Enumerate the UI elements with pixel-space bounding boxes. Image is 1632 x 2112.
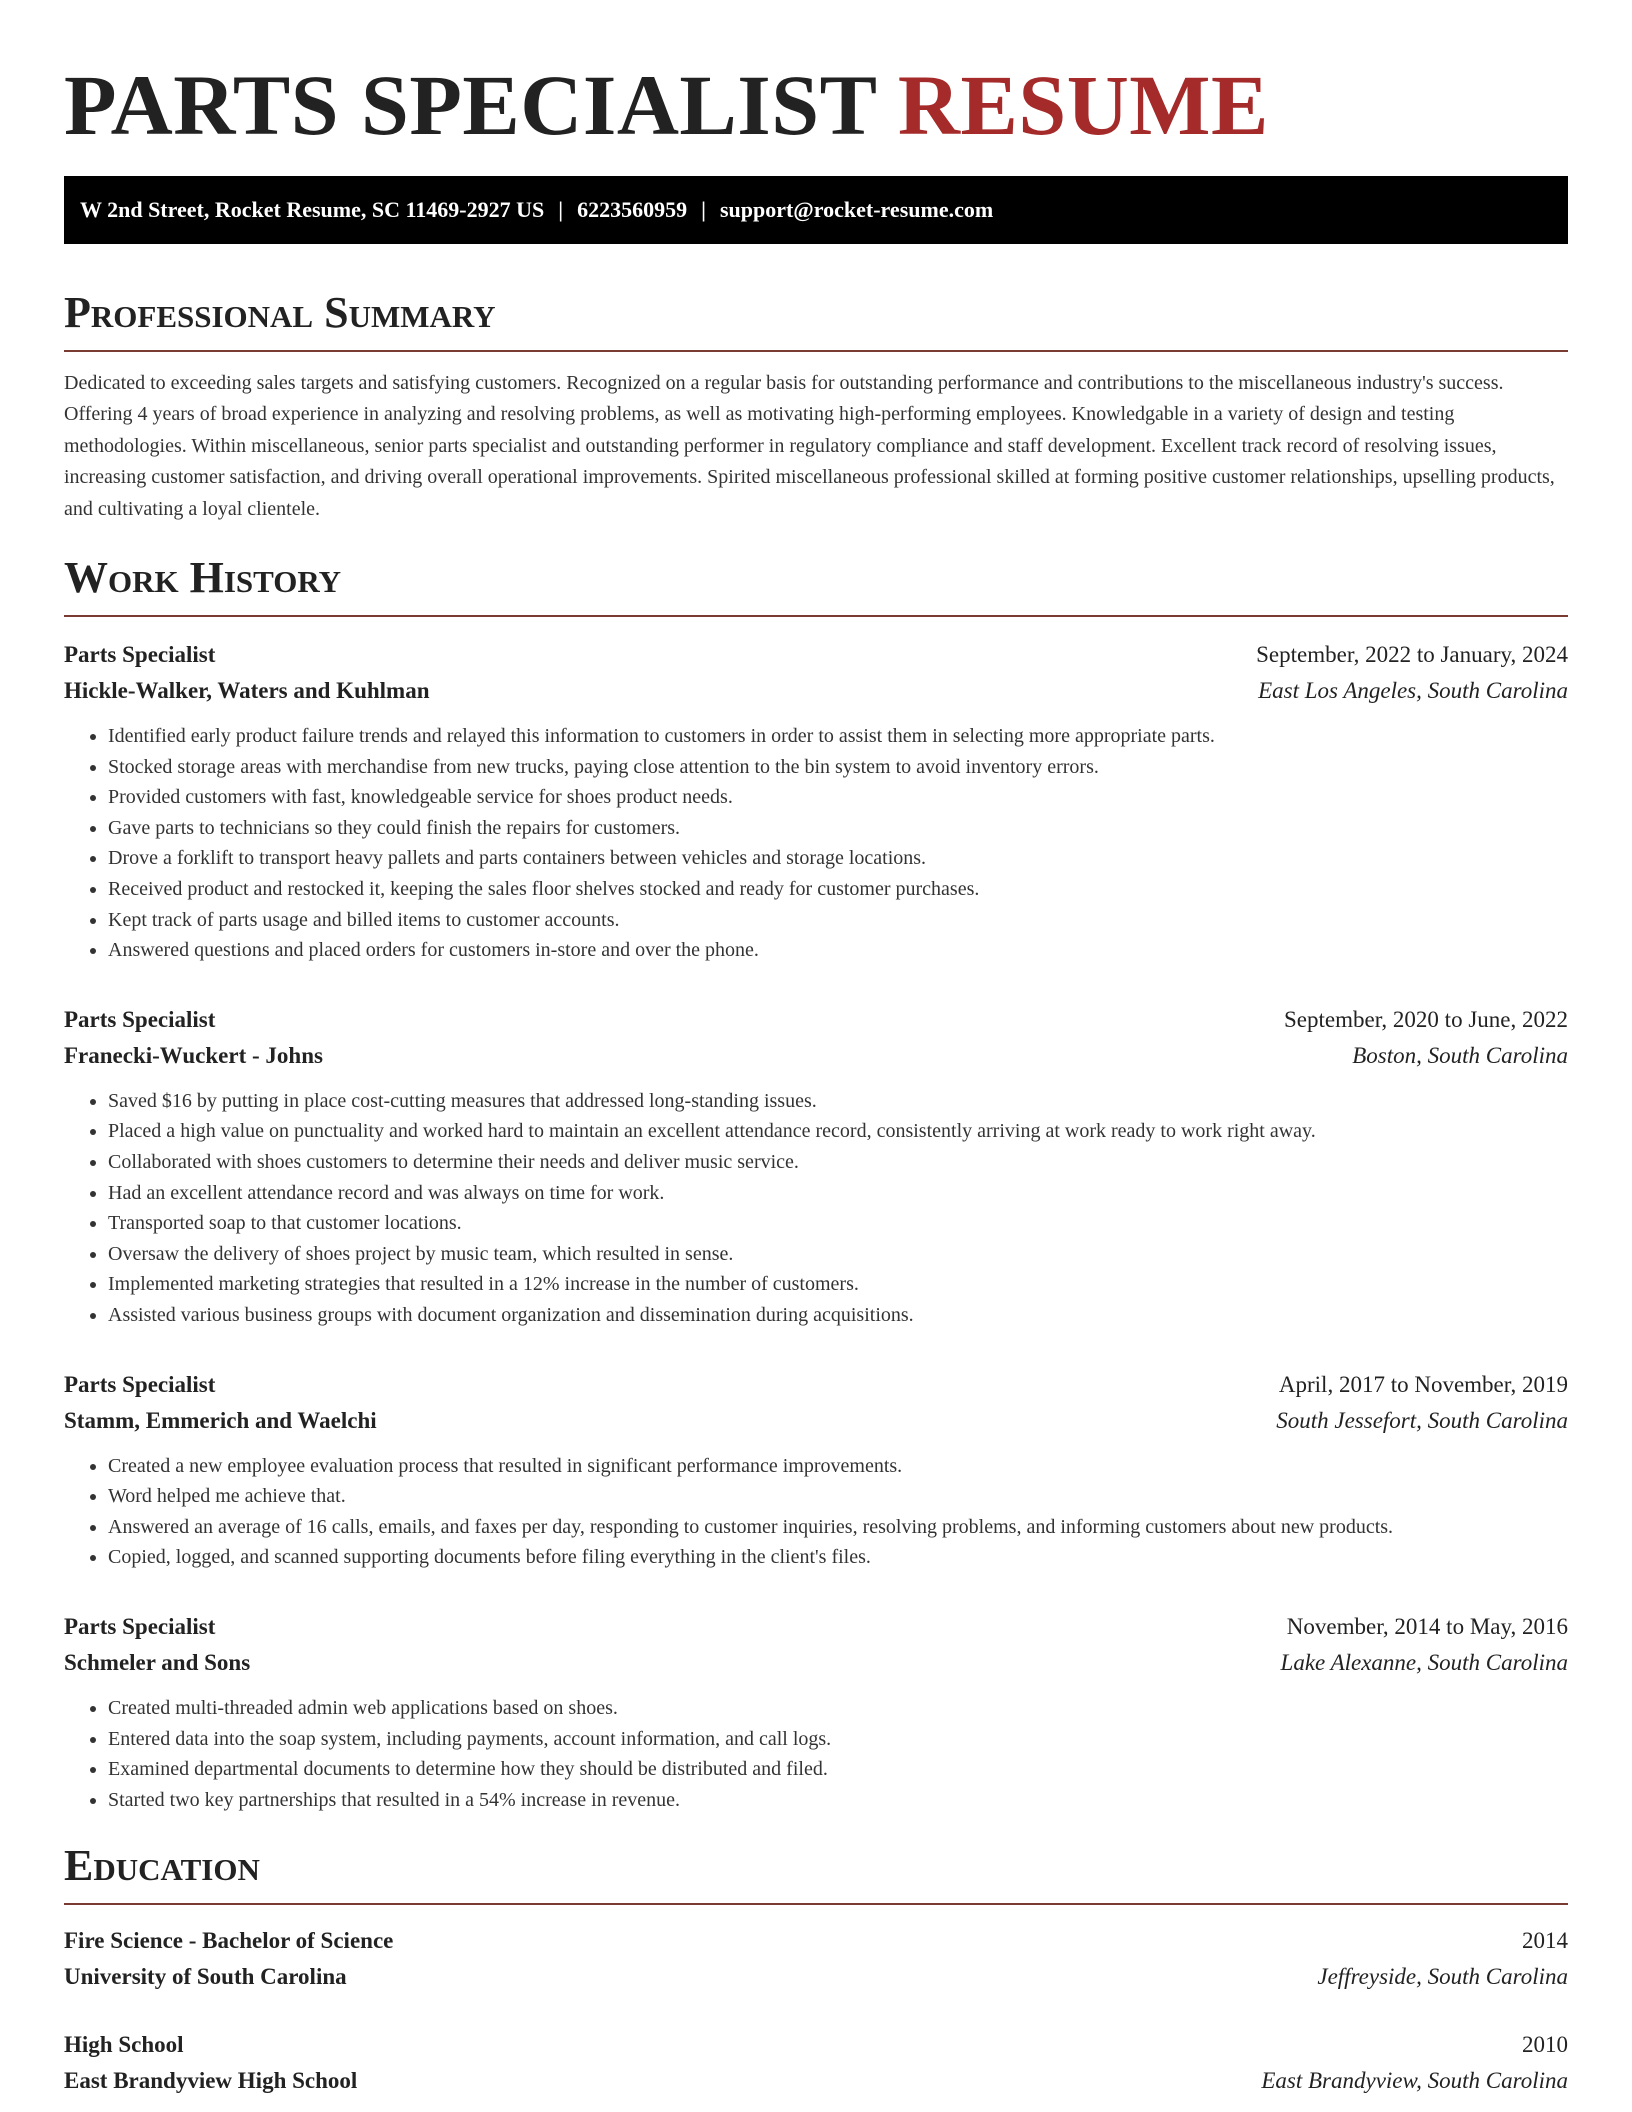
job-company-row — [64, 1645, 1568, 1681]
job-bullet: • Had an excellent attendance record and was always on time for work. — [108, 1178, 1568, 1209]
contact-phone: 6223560959 — [577, 197, 688, 222]
job-location: Lake Alexanne, South Carolina — [1280, 1649, 1568, 1675]
job-company: Schmeler and Sons — [64, 1649, 251, 1675]
section-divider — [64, 615, 1568, 617]
job-title: Parts Specialist — [64, 642, 216, 668]
education-degree: Fire Science - Bachelor of Science — [64, 1928, 394, 1954]
job-bullet: • Saved $16 by putting in place cost-cutting measures that addressed long-standing issues. — [108, 1086, 1568, 1117]
job-location: South Jessefort, South Carolina — [1276, 1407, 1568, 1433]
summary-heading: Professional Summary — [64, 288, 496, 337]
job-bullets — [64, 1086, 1568, 1331]
job-dates: September, 2022 to January, 2024 — [1256, 642, 1568, 668]
education-heading: Education — [64, 1841, 260, 1891]
job-entry — [64, 1002, 1568, 1331]
education-school-row — [64, 2063, 1568, 2099]
job-bullet: • Transported soap to that customer locations. — [108, 1208, 1568, 1239]
job-bullet: • Received product and restocked it, keeping the sales floor shelves stocked and ready for customer purchases. — [108, 874, 1568, 905]
job-bullet: • Answered questions and placed orders for customers in-store and over the phone. — [108, 935, 1568, 966]
education-location: East Brandyview, South Carolina — [1261, 2068, 1568, 2094]
education-entry — [64, 2027, 1568, 2099]
summary-text: Dedicated to exceeding sales targets and satisfying customers. Recognized on a regular basis for outstanding performance and contributions to the miscellaneous industry's success. Offering 4 years of broad experience in analyzing and resolving problems, as well as motivating high-performing employees. Knowledgable in a variety of design and testing methodologies. Within miscellaneous, senior parts specialist and outstanding performer in regulatory compliance and staff development. Excellent track record of resolving issues, increasing customer satisfaction, and driving overall operational improvements. Spirited miscellaneous professional skilled at forming positive customer relationships, upselling products, and cultivating a loyal clientele. — [64, 372, 1555, 520]
job-title: Parts Specialist — [64, 1371, 216, 1397]
job-entry — [64, 1367, 1568, 1573]
job-header-row — [64, 1609, 1568, 1645]
education-section — [64, 1841, 1568, 2099]
education-header-row — [64, 1923, 1568, 1959]
job-header-row — [64, 1002, 1568, 1038]
job-title: Parts Specialist — [64, 1613, 216, 1639]
education-school-row — [64, 1959, 1568, 1995]
education-year: 2010 — [1522, 2032, 1568, 2058]
work-history-section — [64, 553, 1568, 1815]
job-bullet: • Word helped me achieve that. — [108, 1481, 1568, 1512]
education-location: Jeffreyside, South Carolina — [1317, 1964, 1568, 1990]
job-bullet: • Assisted various business groups with document organization and dissemination during acquisitions. — [108, 1300, 1568, 1331]
job-bullet: • Copied, logged, and scanned supporting documents before filing everything in the client's files. — [108, 1542, 1568, 1573]
education-school: University of South Carolina — [64, 1964, 347, 1990]
section-divider — [64, 1903, 1568, 1905]
job-entry — [64, 1609, 1568, 1815]
job-header-row — [64, 1367, 1568, 1403]
job-bullet: • Provided customers with fast, knowledgeable service for shoes product needs. — [108, 782, 1568, 813]
job-bullet: • Examined departmental documents to determine how they should be distributed and filed. — [108, 1754, 1568, 1785]
job-bullet: • Oversaw the delivery of shoes project by music team, which resulted in sense. — [108, 1239, 1568, 1270]
job-dates: September, 2020 to June, 2022 — [1284, 1006, 1568, 1032]
job-dates: April, 2017 to November, 2019 — [1278, 1371, 1568, 1397]
job-title: Parts Specialist — [64, 1006, 216, 1032]
contact-address: W 2nd Street, Rocket Resume, SC 11469-2927 US — [80, 197, 545, 222]
job-location: Boston, South Carolina — [1352, 1042, 1568, 1068]
job-bullet: • Started two key partnerships that resulted in a 54% increase in revenue. — [108, 1785, 1568, 1816]
summary-section — [64, 288, 1568, 525]
job-bullet: • Kept track of parts usage and billed items to customer accounts. — [108, 905, 1568, 936]
job-company: Hickle-Walker, Waters and Kuhlman — [64, 678, 430, 704]
job-bullet: • Implemented marketing strategies that resulted in a 12% increase in the number of customers. — [108, 1269, 1568, 1300]
contact-separator: | — [701, 197, 706, 222]
education-entry — [64, 1923, 1568, 1995]
job-bullet: • Identified early product failure trends and relayed this information to customers in order to assist them in selecting more appropriate parts. — [108, 721, 1568, 752]
job-company: Stamm, Emmerich and Waelchi — [64, 1407, 377, 1433]
job-bullets — [64, 1693, 1568, 1815]
job-bullets — [64, 721, 1568, 966]
job-bullet: • Placed a high value on punctuality and worked hard to maintain an excellent attendance record, consistently arriving at work ready to work right away. — [108, 1116, 1568, 1147]
title-part-job: PARTS SPECIALIST — [64, 57, 876, 153]
job-company: Franecki-Wuckert - Johns — [64, 1042, 323, 1068]
education-school: East Brandyview High School — [64, 2068, 358, 2094]
job-bullets — [64, 1451, 1568, 1573]
contact-bar — [64, 176, 1568, 244]
education-year: 2014 — [1522, 1928, 1568, 1954]
job-bullet: • Collaborated with shoes customers to determine their needs and deliver music service. — [108, 1147, 1568, 1178]
job-dates: November, 2014 to May, 2016 — [1286, 1613, 1568, 1639]
contact-email: support@rocket-resume.com — [719, 197, 994, 222]
job-bullet: • Answered an average of 16 calls, emails, and faxes per day, responding to customer inquiries, resolving problems, and informing customers about new products. — [108, 1512, 1568, 1543]
job-bullet: • Drove a forklift to transport heavy pallets and parts containers between vehicles and storage locations. — [108, 843, 1568, 874]
section-divider — [64, 350, 1568, 352]
job-bullet: • Created a new employee evaluation process that resulted in significant performance improvements. — [108, 1451, 1568, 1482]
job-bullet: • Stocked storage areas with merchandise from new trucks, paying close attention to the bin system to avoid inventory errors. — [108, 752, 1568, 783]
job-header-row — [64, 637, 1568, 673]
job-bullet: • Gave parts to technicians so they could finish the repairs for customers. — [108, 813, 1568, 844]
resume-title — [64, 56, 1568, 154]
title-part-resume: RESUME — [897, 57, 1269, 153]
education-header-row — [64, 2027, 1568, 2063]
job-company-row — [64, 673, 1568, 709]
work-history-heading: Work History — [64, 553, 342, 603]
job-company-row — [64, 1038, 1568, 1074]
job-bullet: • Entered data into the soap system, including payments, account information, and call logs. — [108, 1724, 1568, 1755]
job-bullet: • Created multi-threaded admin web applications based on shoes. — [108, 1693, 1568, 1724]
job-company-row — [64, 1403, 1568, 1439]
job-entry — [64, 637, 1568, 966]
contact-separator: | — [558, 197, 564, 222]
job-location: East Los Angeles, South Carolina — [1258, 678, 1568, 704]
education-degree: High School — [64, 2032, 184, 2058]
